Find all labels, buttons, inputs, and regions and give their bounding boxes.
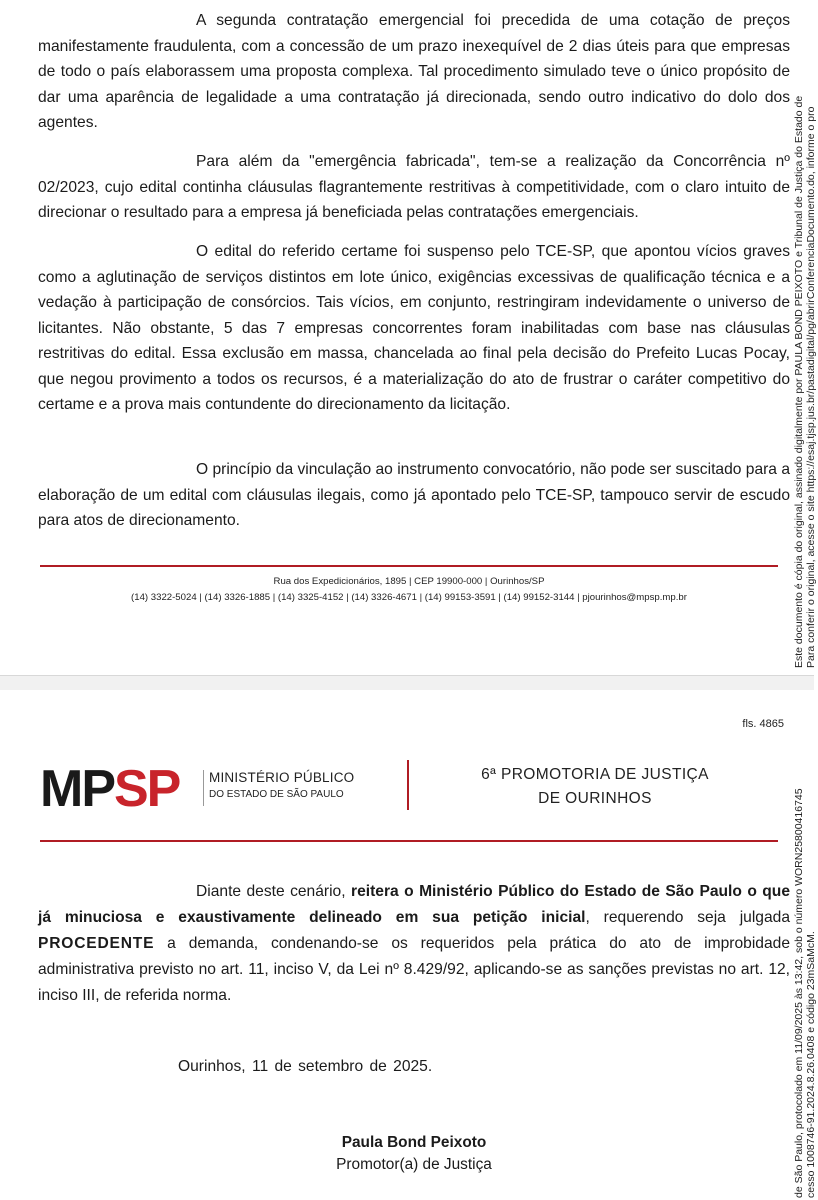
closing-end: a demanda, condenando-se os requeridos pela prática do ato de improbidade administrativa previsto no art. 11, inciso V, da Lei nº 8.429/92, aplicando-se as sanções previstas no art. 12, inciso III, de referida norma.: [38, 935, 790, 1004]
promotoria-line1: 6ª PROMOTORIA DE JUSTIÇA: [481, 766, 709, 783]
logo-mp: MP: [40, 760, 114, 818]
closing-intro: Diante deste cenário,: [196, 883, 351, 900]
signature-stamp-p2-line2: cesso 1008746-91.2024.8.26.0408 e código 23mSaMcM.: [805, 931, 817, 1198]
logo-divider: [203, 770, 204, 806]
paragraph-3: O edital do referido certame foi suspenso pelo TCE-SP, que apontou vícios graves como a aglutinação de serviços distintos em lote único, exigências excessivas de qualificação técnica e a vedação à participação de consórcios. Tais vícios, em conjunto, restringiram indevidamente o universo de licitantes. Não obstante, 5 das 7 empresas concorrentes foram inabilitadas com base nas cláusulas restritivas do edital. Essa exclusão em massa, chancelada ao final pela decisão do Prefeito Lucas Pocay, que negou provimento a todos os recursos, é a materialização do ato de frustrar o caráter competitivo do certame e a prova mais contundente do direcionamento da licitação.: [38, 243, 790, 413]
footer-contacts: (14) 3322-5024 | (14) 3326-1885 | (14) 3325-4152 | (14) 3326-4671 | (14) 99153-3591 | (14) 99152-3144 | pjourinhos@mpsp.mp.br: [131, 592, 687, 603]
promotoria-line2: DE OURINHOS: [538, 790, 652, 807]
paragraph-2: Para além da "emergência fabricada", tem-se a realização da Concorrência nº 02/2023, cujo edital continha cláusulas flagrantemente restritivas à competitividade, com o claro intuito de direcionar o resultado para a empresa já beneficiada pelas contratações emergenciais.: [38, 153, 790, 221]
org-state: DO ESTADO DE SÃO PAULO: [209, 789, 344, 800]
signer-name: Paula Bond Peixoto: [341, 1134, 487, 1151]
header-divider: [40, 840, 778, 842]
signature-stamp-line2: Para conferir o original, acesse o site https://esaj.tjsp.jus.br/pastadigital/pg/abrirConferenciaDocumento.do, informe o pro: [805, 106, 817, 668]
closing-bold-reiteration: reitera o Ministério Público do Estado de São Paulo o que já minuciosa e exaustivamente delineado em sua petição inicial: [38, 883, 791, 926]
folio-number: fls. 4865: [742, 718, 784, 730]
signature-stamp-page2-b: [804, 690, 818, 1200]
closing-paragraph: [38, 879, 790, 1009]
closing-bold-procedente: PROCEDENTE: [38, 935, 155, 952]
signer-role: Promotor(a) de Justiça: [336, 1156, 492, 1173]
footer-address: Rua dos Expedicionários, 1895 | CEP 19900-000 | Ourinhos/SP: [273, 576, 545, 587]
closing-middle: , requerendo seja julgada: [585, 909, 790, 926]
signature-stamp-p2-line1: de São Paulo, protocolado em 11/09/2025 às 13:42, sob o número WORN25800416745: [793, 788, 805, 1198]
paragraph-1: A segunda contratação emergencial foi precedida de uma cotação de preços manifestamente fraudulenta, com a concessão de um prazo inexequível de 2 dias úteis para que empresas de todo o país elaborassem uma proposta complexa. Tal procedimento simulado teve o único propósito de dar uma aparência de legalidade a uma contratação já direcionada, sendo outro indicativo do dolo dos agentes.: [38, 12, 790, 131]
logo-sp: SP: [114, 760, 180, 818]
signature-stamp-page1-b: [804, 0, 818, 670]
org-name: MINISTÉRIO PÚBLICO: [209, 770, 355, 785]
page-2: [0, 690, 817, 1200]
footer-divider: [40, 565, 778, 567]
date-line: Ourinhos, 11 de setembro de 2025.: [178, 1058, 433, 1075]
header-vertical-divider: [407, 760, 409, 810]
mpsp-logo: [40, 760, 180, 818]
paragraph-4: O princípio da vinculação ao instrumento convocatório, não pode ser suscitado para a elaboração de um edital com cláusulas ilegais, como já apontado pelo TCE-SP, tampouco servir de escudo para atos de direcionamento.: [38, 461, 790, 529]
signature-stamp-line1: Este documento é cópia do original, assinado digitalmente por PAULA BOND PEIXOTO e Tribunal de Justiça do Estado de: [793, 95, 805, 668]
